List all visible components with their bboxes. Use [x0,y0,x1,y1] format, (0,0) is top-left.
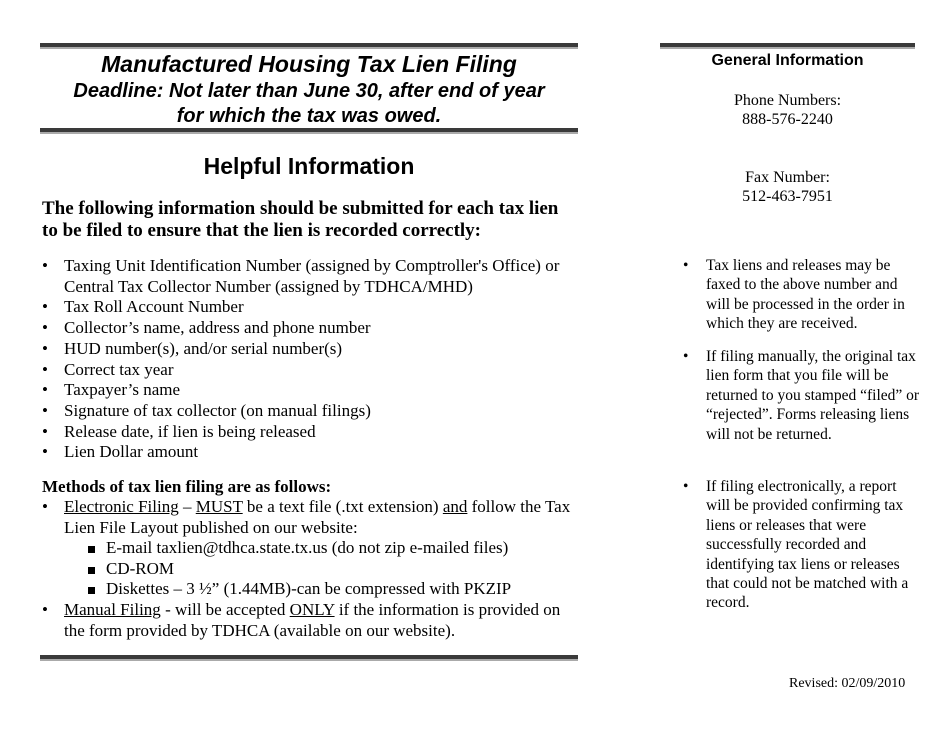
square-bullet-icon [88,587,95,594]
sub-item-text: Diskettes – 3 ½” (1.44MB)-can be compressed with PKZIP [106,579,512,598]
must-text: MUST [195,497,243,516]
general-bullet-manual [683,347,923,444]
revised-date: Revised: 02/09/2010 [789,676,906,691]
top-rule [40,43,578,49]
right-top-rule [660,43,915,49]
list-item: • Lien Dollar amount [42,442,582,463]
bullet: • [683,348,689,365]
helpful-intro: The following information should be submitted for each tax lien to be filed to ensure that the lien is recorded correctly: [42,198,559,241]
electronic-text-1: be a text file (.txt extension) [242,497,443,516]
general-bullet-electronic [683,477,923,613]
bullet: • [42,600,48,619]
list-item [88,579,511,600]
square-bullet-icon [88,546,95,553]
sub-item-text: CD-ROM [106,558,175,578]
and-text: and [442,497,468,516]
manual-text-1: - will be accepted [160,600,290,619]
electronic-text-2: follow the Tax Lien File Layout published on our website: [64,497,571,537]
required-info-list [42,256,582,463]
only-text: ONLY [289,600,335,619]
manual-filing-item [42,600,582,641]
manual-text-2: if the information is provided on the form provided by TDHCA (available on our website). [64,600,561,640]
general-bullet-fax [683,256,923,334]
manual-filing-label: Manual Filing [64,600,161,619]
list-item [88,538,511,559]
list-item: • HUD number(s), and/or serial number(s) [42,339,582,360]
phone-label: Phone Numbers: [733,92,842,109]
list-item: • Correct tax year [42,360,582,381]
general-bullet-text: If filing manually, the original tax lien form that you file will be returned to you stamped “filed” or “rejected”. Forms releasing liens will not be returned. [706,348,920,443]
bullet: • [683,478,689,495]
electronic-filing-item [42,497,582,538]
list-item: • Tax Roll Account Number [42,297,582,318]
sub-item-text: E-mail taxlien@tdhca.state.tx.us (do not zip e-mailed files) [106,538,509,557]
deadline-line-1: Deadline: Not later than June 30, after end of year [73,80,545,102]
bullet: • [42,497,48,516]
phone-block [660,91,915,129]
bullet: • [683,257,689,274]
bottom-rule [40,655,578,661]
list-item: • Release date, if lien is being released [42,422,582,443]
dash: – [178,497,196,516]
electronic-filing-label: Electronic Filing [64,497,179,516]
deadline-text [40,79,578,129]
list-item: • Signature of tax collector (on manual filings) [42,401,582,422]
square-bullet-icon [88,567,95,574]
list-item: • Taxpayer’s name [42,380,582,401]
phone-number: 888-576-2240 [742,111,833,128]
general-bullet-text: If filing electronically, a report will be provided confirming tax liens or releases that were successfully recorded and identifying tax liens or releases that could not be matched with a record. [706,478,909,612]
page-title: Manufactured Housing Tax Lien Filing [101,51,517,77]
fax-block [660,168,915,206]
fax-number: 512-463-7951 [742,188,833,205]
methods-heading: Methods of tax lien filing are as follows: [42,477,332,496]
fax-label: Fax Number: [745,169,830,186]
electronic-methods-list [88,538,511,600]
helpful-heading: Helpful Information [203,153,415,179]
list-item: • Collector’s name, address and phone number [42,318,582,339]
general-bullet-text: Tax liens and releases may be faxed to the above number and will be processed in the order in which they are received. [706,257,905,333]
list-item [88,559,511,580]
list-item: • Taxing Unit Identification Number (assigned by Comptroller's Office) or Central Tax Collector Number (assigned by TDHCA/MHD) [42,256,582,297]
general-info-heading: General Information [711,52,864,69]
deadline-line-2: for which the tax was owed. [176,105,442,127]
